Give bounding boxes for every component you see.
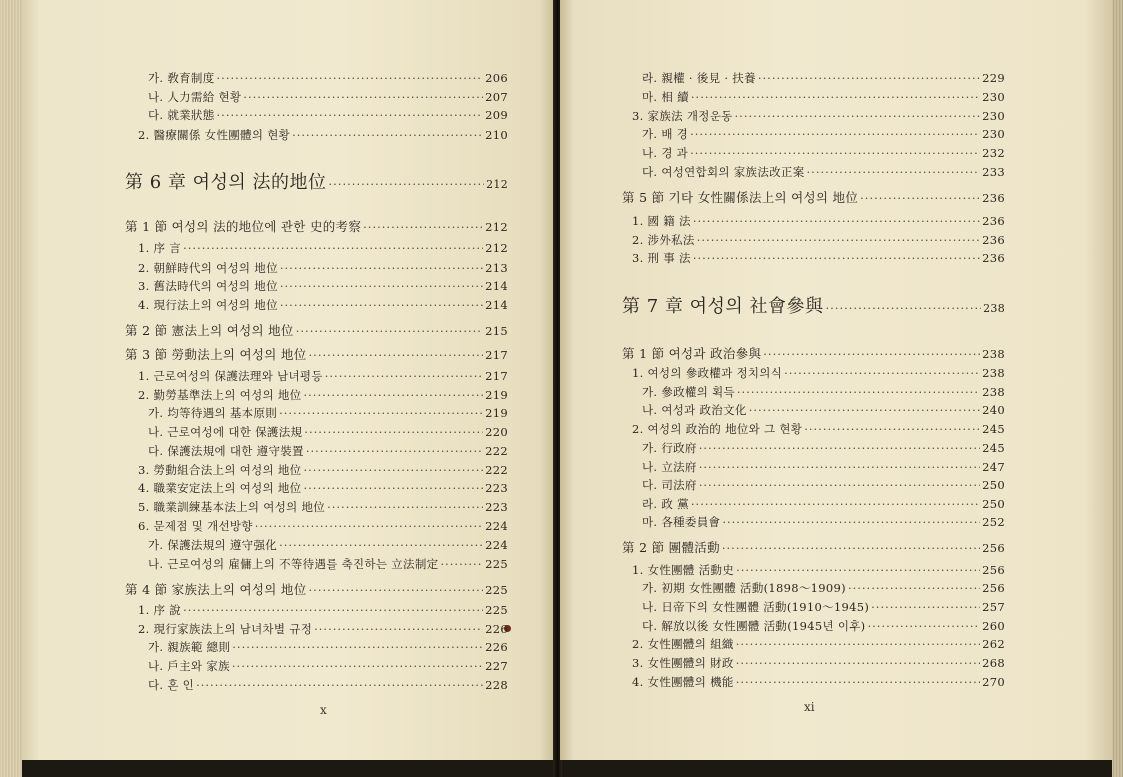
toc-entry (138, 127, 508, 143)
toc-section (125, 217, 508, 235)
toc-page-number: 215 (485, 324, 508, 338)
toc-entry (138, 260, 508, 276)
left-page (22, 0, 555, 760)
toc-entry-title: 라. 親權 · 後見 · 扶養 (642, 71, 756, 85)
dot-leader (183, 241, 483, 255)
toc-entry-title: 가. 行政府 (642, 441, 697, 455)
dot-leader (217, 108, 484, 122)
toc-entry (642, 459, 1005, 475)
toc-entry-title: 3. 女性團體의 財政 (632, 656, 734, 670)
toc-page-number: 214 (485, 298, 508, 312)
toc-entry (642, 89, 1005, 105)
right-page (560, 0, 1112, 760)
toc-entry-title: 第 6 章 여성의 法的地位 (125, 172, 327, 193)
dot-leader (296, 324, 483, 338)
dot-leader (690, 127, 980, 141)
dot-leader (327, 500, 483, 514)
toc-page-number: 212 (485, 220, 508, 234)
toc-entry-title: 라. 政 黨 (642, 497, 689, 511)
toc-entry (148, 89, 508, 105)
toc-entry-title: 第 5 節 기타 女性關係法上의 여성의 地位 (622, 190, 859, 205)
toc-entry (642, 440, 1005, 456)
toc-entry-title: 가. 初期 女性團體 活動(1898～1909) (642, 581, 846, 595)
toc-page-number: 232 (982, 146, 1005, 160)
toc-entry (632, 108, 1005, 124)
toc-entry (148, 677, 508, 693)
toc-page-number: 230 (982, 90, 1005, 104)
toc-section (622, 538, 1005, 556)
toc-entry (642, 580, 1005, 596)
toc-entry (138, 278, 508, 294)
toc-page-number: 226 (485, 640, 508, 654)
toc-page-number: 236 (982, 251, 1005, 265)
dot-leader (440, 557, 483, 571)
toc-page-number: 262 (982, 637, 1005, 651)
dot-leader (303, 481, 483, 495)
dot-leader (763, 347, 980, 361)
toc-page-number: 238 (982, 366, 1005, 380)
toc-entry-title: 나. 戶主와 家族 (148, 659, 230, 673)
toc-entry-title: 4. 現行法上의 여성의 地位 (138, 298, 278, 312)
dot-leader (749, 403, 980, 417)
toc-page-number: 226 (485, 622, 508, 636)
dot-leader (304, 425, 483, 439)
toc-entry-title: 다. 여성연합회의 家族法改正案 (642, 165, 805, 179)
toc-page-number: 250 (982, 497, 1005, 511)
toc-page-number: 230 (982, 127, 1005, 141)
dot-leader (691, 497, 980, 511)
toc-entry-title: 나. 人力需給 현황 (148, 90, 242, 104)
toc-entry-title: 2. 醫療關係 女性團體의 현황 (138, 128, 291, 142)
dot-leader (363, 220, 483, 234)
dot-leader (697, 233, 980, 247)
toc-entry-title: 3. 舊法時代의 여성의 地位 (138, 279, 278, 293)
toc-entry (632, 636, 1005, 652)
dot-leader (722, 541, 980, 555)
dot-leader (736, 637, 980, 651)
dot-leader (325, 369, 483, 383)
dot-leader (280, 298, 483, 312)
toc-page-number: 224 (485, 538, 508, 552)
toc-page-number: 247 (982, 460, 1005, 474)
toc-entry (632, 232, 1005, 248)
toc-entry (138, 462, 508, 478)
dot-leader (804, 422, 980, 436)
toc-chapter (125, 168, 508, 194)
page-edges-left (0, 0, 22, 777)
toc-section (125, 580, 508, 598)
dot-leader (243, 90, 483, 104)
toc-entry-title: 2. 女性團體의 組織 (632, 637, 734, 651)
toc-entry-title: 3. 家族法 개정운동 (632, 109, 733, 123)
toc-entry-title: 3. 刑 事 法 (632, 251, 691, 265)
dot-leader (736, 656, 980, 670)
toc-page-number: 250 (982, 478, 1005, 492)
toc-page-number: 224 (485, 519, 508, 533)
toc-entry (138, 240, 508, 256)
toc-entry (148, 70, 508, 86)
toc-entry (642, 384, 1005, 400)
dot-leader (737, 385, 980, 399)
toc-entry (138, 621, 508, 637)
toc-entry (642, 402, 1005, 418)
toc-page-number: 256 (982, 541, 1005, 555)
toc-page-number: 227 (485, 659, 508, 673)
dot-leader (279, 538, 483, 552)
toc-entry (148, 405, 508, 421)
toc-entry-title: 3. 勞動組合法上의 여성의 地位 (138, 463, 302, 477)
toc-page-number: 236 (982, 191, 1005, 205)
dot-leader (699, 460, 980, 474)
toc-entry-title: 나. 근로여성의 雇傭上의 不等待遇를 축진하는 立法制定 (148, 557, 439, 571)
toc-entry-title: 나. 日帝下의 女性團體 活動(1910～1945) (642, 600, 870, 614)
toc-page-number: 222 (485, 444, 508, 458)
dot-leader (848, 581, 980, 595)
dot-leader (699, 441, 980, 455)
toc-entry-title: 2. 勤勞基準法上의 여성의 地位 (138, 388, 302, 402)
toc-entry (138, 499, 508, 515)
toc-entry (642, 164, 1005, 180)
dot-leader (279, 406, 483, 420)
dot-leader (691, 90, 980, 104)
toc-page-number: 223 (485, 481, 508, 495)
toc-entry (632, 365, 1005, 381)
toc-page-number: 213 (485, 261, 508, 275)
toc-entry (642, 70, 1005, 86)
toc-page-number: 240 (982, 403, 1005, 417)
toc-entry (148, 443, 508, 459)
toc-page-number: 217 (485, 369, 508, 383)
dot-leader (826, 301, 982, 315)
toc-section (125, 345, 508, 363)
toc-entry (632, 421, 1005, 437)
dot-leader (255, 519, 483, 533)
toc-entry (642, 145, 1005, 161)
dot-leader (280, 261, 483, 275)
toc-entry-title: 第 3 節 勞動法上의 여성의 地位 (125, 347, 307, 362)
dot-leader (807, 165, 981, 179)
toc-page-number: 229 (982, 71, 1005, 85)
page-edges-right (1112, 0, 1123, 777)
toc-page-number: 236 (982, 233, 1005, 247)
toc-entry-title: 나. 경 과 (642, 146, 689, 160)
toc-entry-title: 5. 職業訓練基本法上의 여성의 地位 (138, 500, 326, 514)
toc-entry-title: 2. 涉外私法 (632, 233, 695, 247)
toc-entry (148, 556, 508, 572)
toc-entry-title: 다. 保護法規에 대한 遵守裝置 (148, 444, 304, 458)
toc-page-number: 225 (485, 583, 508, 597)
dot-leader (736, 563, 980, 577)
toc-entry-title: 마. 相 續 (642, 90, 689, 104)
toc-entry-title: 第 2 節 團體活動 (622, 540, 720, 555)
toc-page-number: 256 (982, 581, 1005, 595)
dot-leader (690, 146, 980, 160)
toc-page-number: 238 (983, 302, 1005, 315)
toc-entry (642, 618, 1005, 634)
toc-page-number: 270 (982, 675, 1005, 689)
dot-leader (232, 640, 483, 654)
toc-page-number: 256 (982, 563, 1005, 577)
dot-leader (303, 388, 483, 402)
toc-page-number: 245 (982, 422, 1005, 436)
toc-page-number: 219 (485, 406, 508, 420)
toc-page-number: 225 (485, 557, 508, 571)
dot-leader (860, 191, 980, 205)
toc-entry (148, 639, 508, 655)
toc-page-number: 220 (485, 425, 508, 439)
toc-page-number: 217 (485, 348, 508, 362)
toc-entry (642, 599, 1005, 615)
toc-entry-title: 第 7 章 여성의 社會參與 (622, 296, 824, 317)
toc-section (125, 321, 508, 339)
toc-page-number: 212 (485, 241, 508, 255)
toc-entry-title: 第 4 節 家族法上의 여성의 地位 (125, 582, 307, 597)
toc-entry (138, 518, 508, 534)
toc-entry-title: 第 1 節 여성과 政治參與 (622, 346, 762, 361)
toc-entry (138, 602, 508, 618)
dot-leader (722, 515, 980, 529)
toc-entry-title: 1. 序 言 (138, 241, 182, 255)
toc-page-number: 230 (982, 109, 1005, 123)
toc-entry-title: 第 2 節 憲法上의 여성의 地位 (125, 323, 294, 338)
dot-leader (784, 366, 980, 380)
toc-entry (632, 562, 1005, 578)
dot-leader (309, 583, 484, 597)
toc-entry-title: 1. 國 籍 法 (632, 214, 691, 228)
toc-entry-title: 1. 근로여성의 保護法理와 남녀평등 (138, 369, 323, 383)
toc-page-number: 223 (485, 500, 508, 514)
page-number-right: xi (804, 700, 815, 714)
toc-entry-title: 6. 문제점 및 개선방향 (138, 519, 253, 533)
toc-entry-title: 2. 여성의 政治的 地位와 그 현황 (632, 422, 803, 436)
toc-page-number: 260 (982, 619, 1005, 633)
toc-entry (632, 655, 1005, 671)
toc-entry (148, 537, 508, 553)
toc-page-number: 219 (485, 388, 508, 402)
dot-leader (183, 603, 483, 617)
toc-page-number: 206 (485, 71, 508, 85)
toc-entry-title: 第 1 節 여성의 法的地位에 관한 史的考察 (125, 219, 362, 234)
toc-page-number: 212 (486, 178, 508, 191)
toc-page-number: 238 (982, 347, 1005, 361)
dot-leader (699, 478, 980, 492)
toc-entry-title: 나. 근로여성에 대한 保護法規 (148, 425, 303, 439)
toc-entry (642, 496, 1005, 512)
dot-leader (280, 279, 483, 293)
dot-leader (232, 659, 483, 673)
toc-entry (148, 424, 508, 440)
toc-entry-title: 나. 立法府 (642, 460, 697, 474)
toc-entry-title: 가. 親族範 總則 (148, 640, 231, 654)
toc-entry-title: 4. 職業安定法上의 여성의 地位 (138, 481, 302, 495)
dot-leader (292, 128, 483, 142)
toc-page-number: 245 (982, 441, 1005, 455)
toc-section (622, 344, 1005, 362)
toc-entry-title: 2. 現行家族法上의 남녀차별 규정 (138, 622, 313, 636)
dot-leader (693, 214, 980, 228)
toc-entry-title: 다. 就業狀態 (148, 108, 215, 122)
dot-leader (867, 619, 980, 633)
dot-leader (306, 444, 483, 458)
toc-entry-title: 4. 女性團體의 機能 (632, 675, 734, 689)
toc-entry-title: 가. 敎育制度 (148, 71, 215, 85)
toc-entry-title: 다. 解放以後 女性團體 活動(1945년 이후) (642, 619, 866, 633)
toc-page-number: 209 (485, 108, 508, 122)
toc-page-number: 236 (982, 214, 1005, 228)
toc-section (622, 188, 1005, 206)
toc-entry-title: 가. 保護法規의 遵守强化 (148, 538, 278, 552)
toc-page-number: 233 (982, 165, 1005, 179)
toc-page-number: 214 (485, 279, 508, 293)
toc-entry-title: 가. 參政權의 획득 (642, 385, 735, 399)
toc-entry-title: 가. 均等待遇의 基本原則 (148, 406, 278, 420)
toc-chapter (622, 292, 1005, 318)
dot-leader (309, 348, 484, 362)
toc-entry (138, 387, 508, 403)
toc-entry (642, 514, 1005, 530)
toc-entry-title: 2. 朝鮮時代의 여성의 地位 (138, 261, 278, 275)
toc-entry-title: 1. 序 說 (138, 603, 182, 617)
dot-leader (736, 675, 980, 689)
toc-page-number: 228 (485, 678, 508, 692)
toc-entry (632, 250, 1005, 266)
toc-entry (642, 126, 1005, 142)
toc-page-number: 207 (485, 90, 508, 104)
dot-leader (871, 600, 980, 614)
toc-entry (138, 297, 508, 313)
toc-entry (632, 213, 1005, 229)
toc-page-number: 252 (982, 515, 1005, 529)
toc-page-number: 257 (982, 600, 1005, 614)
toc-entry (138, 368, 508, 384)
toc-entry-title: 마. 各種委員會 (642, 515, 721, 529)
toc-entry (148, 658, 508, 674)
toc-entry (632, 674, 1005, 690)
page-number-left: x (320, 703, 327, 717)
toc-page-number: 225 (485, 603, 508, 617)
dot-leader (758, 71, 980, 85)
toc-entry-title: 가. 배 경 (642, 127, 689, 141)
dot-leader (303, 463, 483, 477)
toc-entry-title: 나. 여성과 政治文化 (642, 403, 747, 417)
dot-leader (314, 622, 483, 636)
dot-leader (329, 177, 485, 191)
dot-leader (196, 678, 483, 692)
dot-leader (217, 71, 484, 85)
toc-entry-title: 다. 司法府 (642, 478, 697, 492)
toc-entry (148, 107, 508, 123)
toc-page-number: 238 (982, 385, 1005, 399)
toc-entry (642, 477, 1005, 493)
toc-entry-title: 1. 女性團體 活動史 (632, 563, 735, 577)
toc-entry-title: 다. 혼 인 (148, 678, 195, 692)
toc-entry (138, 480, 508, 496)
dot-leader (735, 109, 981, 123)
toc-page-number: 268 (982, 656, 1005, 670)
dot-leader (693, 251, 980, 265)
toc-page-number: 210 (485, 128, 508, 142)
toc-page-number: 222 (485, 463, 508, 477)
toc-entry-title: 1. 여성의 參政權과 정치의식 (632, 366, 783, 380)
